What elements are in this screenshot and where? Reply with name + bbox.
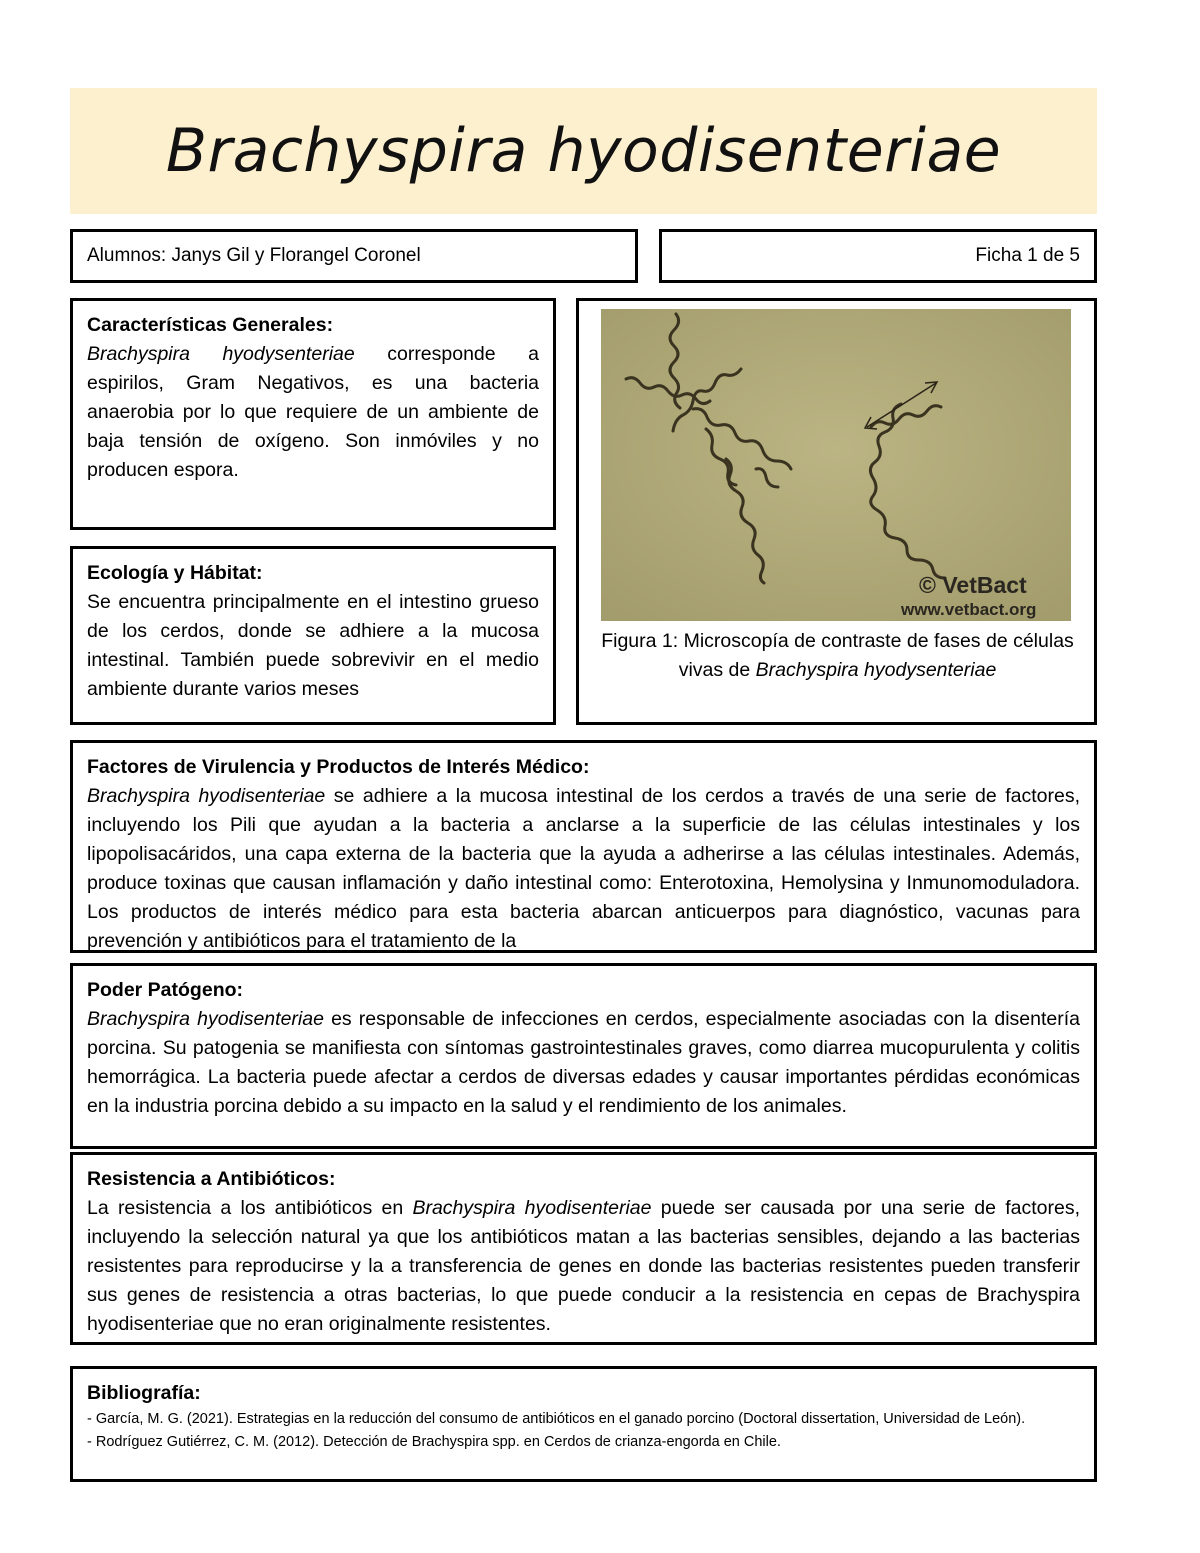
reference-item: - Rodríguez Gutiérrez, C. M. (2012). Detección de Brachyspira spp. en Cerdos de crianza-engorda en Chile. (87, 1434, 781, 1450)
bibliography-heading: Bibliografía: (87, 1382, 201, 1404)
microscopy-image (601, 309, 1071, 621)
pathogenic-species: Brachyspira hyodisenteriae (87, 1008, 324, 1030)
pathogenic-text: es responsable de infecciones en cerdos, especialmente asociadas con la disentería porcina. Su patogenia se manifiesta con síntomas gastrointestinales graves, como diarrea mucopurulenta y colitis hemorrágica. La bacteria puede afectar a cerdos de diversas edades y causar importantes pérdidas económicas en la industria porcina debido a su impacto en la salud y el rendimiento de los animales. (87, 1008, 1080, 1117)
figure-card (576, 298, 1097, 725)
pathogenic-power-card (70, 963, 1097, 1149)
caption-text: Figura 1: Microscopía de contraste de fases de células vivas de (601, 630, 1074, 681)
ecology-habitat-card (70, 546, 556, 725)
watermark-line1: © VetBact (919, 572, 1027, 598)
bibliography-card (70, 1366, 1097, 1482)
general-species: Brachyspira hyodysenteriae (87, 343, 355, 365)
general-text: corresponde a espirilos, Gram Negativos, es una bacteria anaerobia por lo que requiere de un ambiente de baja tensión de oxígeno. Son inmóviles y no producen espora. (87, 343, 539, 481)
resistance-text-before: La resistencia a los antibióticos en (87, 1197, 413, 1219)
sheet-number: Ficha 1 de 5 (975, 245, 1080, 266)
general-characteristics-card (70, 298, 556, 530)
students-label: Alumnos: Janys Gil y Florangel Coronel (87, 245, 421, 266)
resistance-text-after: puede ser causada por una serie de factores, incluyendo la selección natural ya que los antibióticos matan a las bacterias sensibles, dejando a las bacterias resistentes para reproducirse y la a transferencia de genes en donde las bacterias resistentes pueden transferir sus genes de resistencia a otras bacterias, lo que puede conducir a la resistencia en cepas de Brachyspira hyodisenteriae que no eran originalmente resistentes. (87, 1197, 1080, 1335)
sheet-number-box (659, 229, 1097, 283)
ecology-heading: Ecología y Hábitat: (87, 562, 263, 584)
spirochete-illustration (601, 309, 1071, 621)
watermark-line2: www.vetbact.org (901, 600, 1037, 619)
virulence-heading: Factores de Virulencia y Productos de Interés Médico: (87, 756, 590, 778)
figure-caption (601, 627, 1074, 685)
general-heading: Características Generales: (87, 314, 334, 336)
pathogenic-heading: Poder Patógeno: (87, 979, 244, 1001)
virulence-species: Brachyspira hyodisenteriae (87, 785, 326, 807)
students-box (70, 229, 638, 283)
reference-item: - García, M. G. (2021). Estrategias en la reducción del consumo de antibióticos en el ganado porcino (Doctoral dissertation, Universidad de León). (87, 1411, 1026, 1427)
title-banner (70, 88, 1097, 214)
reference-list (87, 1408, 1080, 1454)
virulence-text: se adhiere a la mucosa intestinal de los cerdos a través de una serie de factores, incluyendo los Pili que ayudan a la bacteria a anclarse a la superficie de las células intestinales y los lipopolisacáridos, una capa externa de la bacteria que la ayuda a adherirse a las células intestinales. Además, produce toxinas que causan inflamación y daño intestinal como: Enterotoxina, Hemolysina y Inmunomoduladora. Los productos de interés médico para esta bacteria abarcan anticuerpos para diagnóstico, vacunas para prevención y antibióticos para el tratamiento de la (87, 785, 1080, 952)
ecology-text: Se encuentra principalmente en el intestino grueso de los cerdos, donde se adhiere a la mucosa intestinal. También puede sobrevivir en el medio ambiente durante varios meses (87, 591, 539, 700)
antibiotic-resistance-card (70, 1152, 1097, 1345)
caption-species: Brachyspira hyodysenteriae (755, 659, 997, 681)
page-title: Brachyspira hyodisenteriae (165, 116, 1002, 186)
resistance-heading: Resistencia a Antibióticos: (87, 1168, 336, 1190)
virulence-factors-card (70, 740, 1097, 953)
resistance-species: Brachyspira hyodisenteriae (412, 1197, 652, 1219)
